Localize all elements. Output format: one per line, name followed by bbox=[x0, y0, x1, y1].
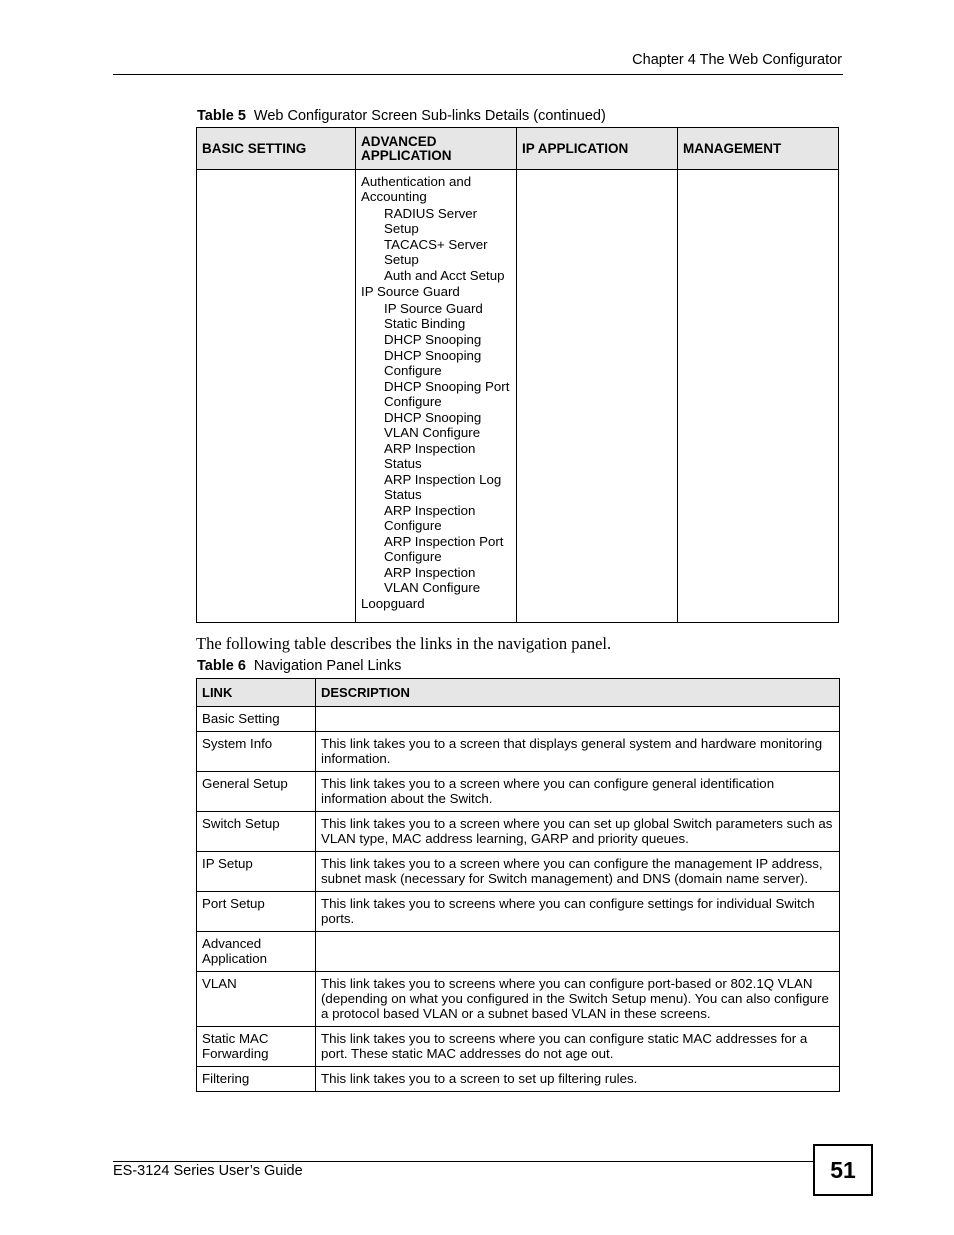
link-name-cell: VLAN bbox=[197, 972, 316, 1027]
table6-row bbox=[197, 772, 840, 812]
advanced-item: Authentication and Accounting bbox=[361, 174, 472, 204]
table6-row bbox=[197, 892, 840, 932]
link-name-cell: Basic Setting bbox=[197, 707, 316, 732]
advanced-subitem: RADIUS Server Setup bbox=[384, 206, 478, 236]
advanced-subitem: IP Source Guard Static Binding bbox=[384, 301, 483, 331]
advanced-subitem: TACACS+ Server Setup bbox=[384, 237, 488, 267]
table6-caption bbox=[197, 658, 401, 674]
footer-rule bbox=[113, 1161, 813, 1162]
advanced-subitem: ARP Inspection Status bbox=[384, 441, 476, 471]
table6-row bbox=[197, 852, 840, 892]
advanced-subitem: Auth and Acct Setup bbox=[384, 268, 505, 283]
table5-cell-advanced-application bbox=[356, 170, 517, 623]
link-name-cell: Switch Setup bbox=[197, 812, 316, 852]
table6-header-description: DESCRIPTION bbox=[316, 679, 840, 707]
link-name-cell: General Setup bbox=[197, 772, 316, 812]
link-name-cell: Advanced Application bbox=[197, 932, 316, 972]
link-name-cell: System Info bbox=[197, 732, 316, 772]
table6-title: Navigation Panel Links bbox=[253, 658, 402, 674]
table6-row bbox=[197, 1027, 840, 1067]
table5-header-management: MANAGEMENT bbox=[678, 128, 839, 170]
table5-cell-management bbox=[678, 170, 839, 623]
table6-label: Table 6 bbox=[197, 658, 246, 674]
page-number: 51 bbox=[813, 1144, 873, 1196]
table5-caption bbox=[197, 108, 606, 124]
table6-row bbox=[197, 812, 840, 852]
table6-row bbox=[197, 932, 840, 972]
table6-row bbox=[197, 1067, 840, 1092]
table5-title: Web Configurator Screen Sub-links Details (continued) bbox=[253, 108, 606, 124]
header-rule bbox=[113, 74, 843, 75]
advanced-subitem: DHCP Snooping Port Configure bbox=[384, 379, 510, 409]
table5-label: Table 5 bbox=[197, 108, 246, 124]
table6-header-row bbox=[197, 679, 840, 707]
link-description-cell: This link takes you to a screen to set up filtering rules. bbox=[316, 1067, 840, 1092]
table5 bbox=[196, 127, 839, 623]
advanced-subitem: DHCP Snooping bbox=[384, 332, 482, 347]
advanced-subitem: ARP Inspection Configure bbox=[384, 503, 476, 533]
link-description-cell: This link takes you to screens where you can configure port-based or 802.1Q VLAN (depending on what you configured in the Switch Setup menu). You can also configure a protocol based VLAN or a subnet based VLAN in these screens. bbox=[316, 972, 840, 1027]
guide-title: ES-3124 Series User’s Guide bbox=[113, 1163, 303, 1179]
table6-header-link: LINK bbox=[197, 679, 316, 707]
link-description-cell bbox=[316, 932, 840, 972]
chapter-header: Chapter 4 The Web Configurator bbox=[632, 52, 842, 68]
table5-header-row bbox=[197, 128, 839, 170]
advanced-subitem: ARP Inspection VLAN Configure bbox=[384, 565, 481, 595]
link-name-cell: Static MAC Forwarding bbox=[197, 1027, 316, 1067]
table5-header-advanced-application: ADVANCED APPLICATION bbox=[356, 128, 517, 170]
link-description-cell: This link takes you to a screen that displays general system and hardware monitoring information. bbox=[316, 732, 840, 772]
link-description-cell: This link takes you to screens where you can configure static MAC addresses for a port. These static MAC addresses do not age out. bbox=[316, 1027, 840, 1067]
table6-row bbox=[197, 732, 840, 772]
advanced-application-list bbox=[361, 174, 511, 611]
link-description-cell bbox=[316, 707, 840, 732]
link-name-cell: Port Setup bbox=[197, 892, 316, 932]
table6-row bbox=[197, 707, 840, 732]
table5-cell-ip-application bbox=[517, 170, 678, 623]
link-description-cell: This link takes you to screens where you can configure settings for individual Switch ports. bbox=[316, 892, 840, 932]
table6 bbox=[196, 678, 840, 1092]
advanced-subitem: DHCP Snooping VLAN Configure bbox=[384, 410, 482, 440]
table5-row bbox=[197, 170, 839, 623]
advanced-subitem: DHCP Snooping Configure bbox=[384, 348, 482, 378]
link-description-cell: This link takes you to a screen where you can set up global Switch parameters such as VLAN type, MAC address learning, GARP and priority queues. bbox=[316, 812, 840, 852]
table5-header-ip-application: IP APPLICATION bbox=[517, 128, 678, 170]
advanced-subitem: ARP Inspection Log Status bbox=[384, 472, 502, 502]
link-name-cell: Filtering bbox=[197, 1067, 316, 1092]
advanced-subitem: ARP Inspection Port Configure bbox=[384, 534, 504, 564]
advanced-item: IP Source Guard bbox=[361, 284, 460, 299]
link-description-cell: This link takes you to a screen where you can configure general identification information about the Switch. bbox=[316, 772, 840, 812]
advanced-item: Loopguard bbox=[361, 596, 425, 611]
link-description-cell: This link takes you to a screen where you can configure the management IP address, subnet mask (necessary for Switch management) and DNS (domain name server). bbox=[316, 852, 840, 892]
table6-body bbox=[197, 707, 840, 1092]
intro-paragraph: The following table describes the links in the navigation panel. bbox=[196, 634, 612, 653]
table5-header-basic-setting: BASIC SETTING bbox=[197, 128, 356, 170]
table5-cell-basic-setting bbox=[197, 170, 356, 623]
link-name-cell: IP Setup bbox=[197, 852, 316, 892]
table6-row bbox=[197, 972, 840, 1027]
